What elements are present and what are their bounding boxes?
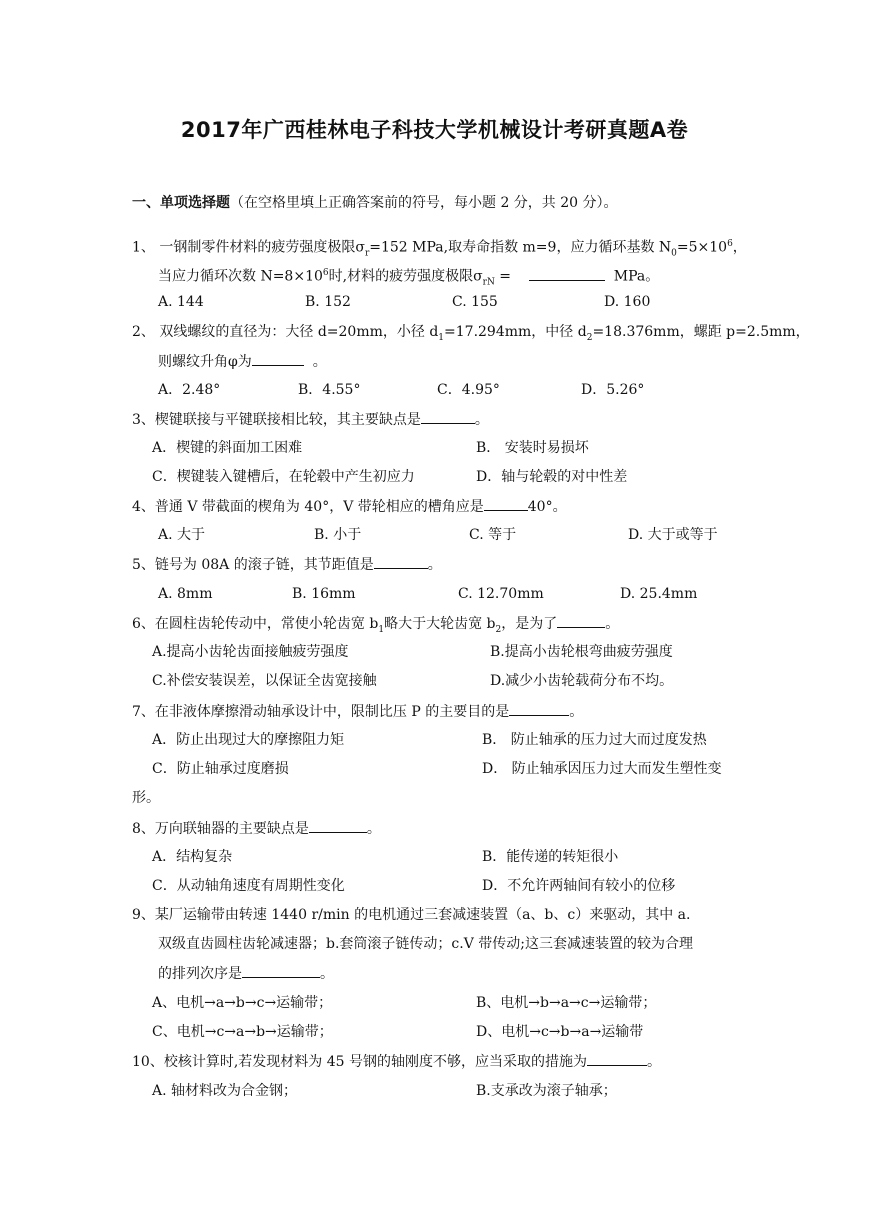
q5-text: 链号为 08A 的滚子链，其节距值是	[154, 557, 374, 573]
q4-text: 普通 V 带截面的楔角为 40°，V 带轮相应的槽角应是	[154, 499, 484, 515]
answer-blank[interactable]	[557, 613, 605, 628]
q1-text: MPa。	[613, 268, 660, 285]
question-3	[132, 409, 489, 430]
question-9-line-3	[158, 963, 334, 984]
question-9-line-1	[132, 905, 690, 925]
q3-text: 。	[474, 412, 489, 428]
q8-text: 。	[366, 821, 381, 837]
q7-text: 。	[569, 704, 584, 720]
section-heading	[132, 193, 618, 213]
option-d[interactable]: D.减少小齿轮载荷分布不均。	[490, 673, 674, 689]
section-title: 一、单项选择题	[132, 195, 230, 211]
q1-text: 当应力循环次数 N=8×10	[158, 268, 323, 285]
q1-sub: rN	[482, 277, 495, 288]
option-d[interactable]: D. 25.4mm	[620, 586, 698, 602]
option-b[interactable]: B.支承改为滚子轴承；	[476, 1083, 617, 1099]
option-a[interactable]: A. 144	[158, 294, 204, 310]
answer-blank[interactable]	[242, 963, 320, 978]
question-number: 5、	[132, 557, 155, 573]
question-8	[132, 818, 381, 839]
option-b[interactable]: B．能传递的转矩很小	[482, 849, 619, 865]
option-a[interactable]: A．结构复杂	[152, 849, 233, 865]
answer-blank[interactable]	[587, 1051, 647, 1066]
option-d[interactable]: D. 大于或等于	[628, 527, 718, 543]
question-number: 9、	[132, 907, 155, 923]
question-number: 3、	[132, 412, 155, 428]
question-9-line-2: 双级直齿圆柱齿轮减速器；b.套筒滚子链传动；c.V 带传动;这三套减速装置的较为合理	[158, 936, 693, 952]
option-d[interactable]: D．5.26°	[581, 382, 645, 398]
option-c[interactable]: C．4.95°	[437, 382, 500, 398]
answer-blank[interactable]	[374, 554, 428, 569]
option-a[interactable]: A. 轴材料改为合金钢；	[152, 1083, 298, 1099]
option-b[interactable]: B.提高小齿轮根弯曲疲劳强度	[490, 644, 673, 660]
q1-sub: r	[364, 248, 370, 259]
q1-text: =152 MPa,取寿命指数 m=9，应力循环基数 N	[369, 239, 672, 256]
q6-text: 略大于大轮齿宽 b	[384, 616, 496, 632]
option-b[interactable]: B. 16mm	[292, 586, 356, 602]
option-b[interactable]: B． 安装时易损坏	[476, 440, 589, 456]
option-c[interactable]: C．防止轴承过度磨损	[152, 761, 289, 777]
option-d[interactable]: D． 防止轴承因压力过大而发生塑性变	[482, 761, 722, 777]
option-d[interactable]: D. 160	[604, 294, 651, 310]
option-c[interactable]: C. 12.70mm	[458, 586, 544, 602]
question-4	[132, 496, 567, 517]
q6-sub: 1	[378, 624, 385, 635]
question-1-line-2	[158, 263, 659, 292]
q5-text: 。	[427, 557, 442, 573]
q6-text: 。	[605, 616, 620, 632]
answer-blank[interactable]	[509, 701, 569, 716]
question-7	[132, 701, 583, 722]
option-b[interactable]: B. 小于	[314, 527, 362, 543]
q8-text: 万向联轴器的主要缺点是	[154, 821, 309, 837]
q2-text: 则螺纹升角φ为	[158, 354, 252, 370]
q2-text: 双线螺纹的直径为：大径 d=20mm，小径 d	[159, 324, 439, 340]
option-a[interactable]: A. 8mm	[158, 586, 213, 602]
q2-sub: 1	[438, 332, 445, 343]
q2-sub: 2	[586, 332, 593, 343]
option-a[interactable]: A．2.48°	[158, 382, 221, 398]
option-d[interactable]: D、电机→c→b→a→运输带	[476, 1024, 644, 1040]
q1-sub: 0	[671, 248, 677, 259]
q1-text: =5×10	[676, 239, 728, 256]
page-title: 2017年广西桂林电子科技大学机械设计考研真题A卷	[180, 118, 689, 142]
option-c[interactable]: C、电机→c→a→b→运输带；	[152, 1024, 333, 1040]
question-number: 4、	[132, 499, 155, 515]
answer-blank[interactable]	[529, 266, 605, 281]
q2-text: 。	[312, 354, 327, 370]
q1-sup: 6	[322, 268, 329, 278]
q1-sup: 6	[727, 239, 733, 249]
question-number: 10、	[132, 1054, 164, 1070]
option-d[interactable]: D．轴与轮毂的对中性差	[476, 469, 628, 485]
option-b[interactable]: B. 152	[305, 294, 351, 310]
option-c[interactable]: C. 155	[452, 294, 498, 310]
question-1-line-1	[132, 234, 747, 263]
option-a[interactable]: A．防止出现过大的摩擦阻力矩	[152, 732, 345, 748]
answer-blank[interactable]	[252, 351, 304, 366]
option-a[interactable]: A. 大于	[158, 527, 206, 543]
question-number: 2、	[132, 324, 155, 340]
option-a[interactable]: A．楔键的斜面加工困难	[152, 440, 303, 456]
question-number: 7、	[132, 704, 155, 720]
option-b[interactable]: B． 防止轴承的压力过大而过度发热	[482, 732, 707, 748]
q9-text: 的排列次序是	[158, 966, 242, 982]
q1-text: 一钢制零件材料的疲劳强度极限σ	[159, 239, 365, 256]
question-10	[132, 1051, 661, 1072]
option-a[interactable]: A、电机→a→b→c→运输带；	[152, 995, 333, 1011]
q7-text: 在非液体摩擦滑动轴承设计中，限制比压 P 的主要目的是	[154, 704, 510, 720]
option-d-wrap: 形。	[132, 790, 160, 806]
option-b[interactable]: B、电机→b→a→c→运输带；	[476, 995, 657, 1011]
option-b[interactable]: B．4.55°	[298, 382, 361, 398]
question-5	[132, 554, 442, 575]
question-number: 1、	[132, 239, 155, 256]
question-number: 6、	[132, 616, 155, 632]
q2-text: =17.294mm，中径 d	[444, 324, 587, 340]
q10-text: 校核计算时,若发现材料为 45 号钢的轴刚度不够，应当采取的措施为	[163, 1054, 587, 1070]
question-2-line-1	[132, 322, 810, 348]
option-c[interactable]: C．从动轴角速度有周期性变化	[152, 878, 345, 894]
option-c[interactable]: C．楔键装入键槽后，在轮毂中产生初应力	[152, 469, 415, 485]
q6-text: ，是为了	[501, 616, 558, 632]
option-a[interactable]: A.提高小齿轮齿面接触疲劳强度	[152, 644, 349, 660]
q1-text: =	[494, 268, 512, 285]
option-d[interactable]: D．不允许两轴间有较小的位移	[482, 878, 676, 894]
answer-blank[interactable]	[484, 496, 528, 511]
answer-blank[interactable]	[309, 818, 367, 833]
section-note: （在空格里填上正确答案前的符号，每小题 2 分，共 20 分）。	[230, 195, 618, 211]
question-6	[132, 613, 619, 640]
q2-text: =18.376mm，螺距 p=2.5mm，	[592, 324, 810, 340]
q3-text: 楔键联接与平键联接相比较，其主要缺点是	[154, 412, 421, 428]
q9-text: 某厂运输带由转速 1440 r/min 的电机通过三套减速装置（a、b、c）来驱动，其中 a.	[154, 907, 691, 923]
q9-text: 。	[320, 966, 334, 982]
q6-text: 在圆柱齿轮传动中，常使小轮齿宽 b	[154, 616, 379, 632]
option-c[interactable]: C.补偿安装误差，以保证全齿宽接触	[152, 673, 377, 689]
q1-text: ，	[732, 239, 747, 256]
option-c[interactable]: C. 等于	[469, 527, 517, 543]
q1-text: 时,材料的疲劳强度极限σ	[328, 268, 483, 285]
question-2-line-2	[158, 351, 327, 372]
q10-text: 。	[647, 1054, 661, 1070]
q6-sub: 2	[495, 624, 502, 635]
answer-blank[interactable]	[421, 409, 475, 424]
question-number: 8、	[132, 821, 155, 837]
q4-text: 40°。	[527, 499, 567, 515]
